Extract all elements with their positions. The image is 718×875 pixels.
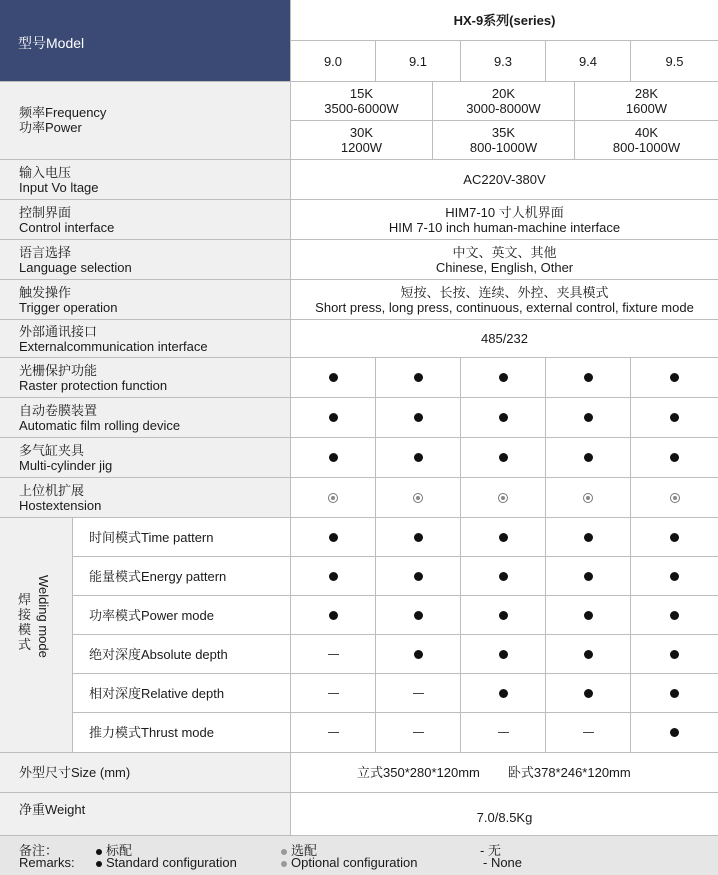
standard-dot-icon [414,533,423,542]
spec-label-cn: 输入电压 [19,164,72,180]
spec-value-en: HIM 7-10 inch human-machine interface [388,219,621,235]
power-value: 3000-8000W [466,101,541,116]
weight-value-cell [291,793,718,835]
power-value: 800-1000W [612,140,681,155]
frequency-label [0,81,290,159]
standard-dot-icon [414,413,423,422]
welding-mark-cell [376,674,460,712]
spec-label-en: Input Vo ltage [19,179,99,195]
welding-mark-cell [376,713,460,751]
welding-mode-label [73,674,290,712]
standard-dot-icon [329,413,338,422]
power-value: 800-1000W [469,140,538,155]
feature-mark-cell [461,358,545,397]
welding-mark-cell [291,596,375,634]
dash-icon [583,732,594,733]
welding-group-cn [18,592,32,652]
feature-mark-cell [631,438,718,477]
spec-value-cn: 中文、英文、其他 [452,244,557,260]
welding-mark-cell [546,518,630,556]
spec-value-comm [291,320,718,357]
welding-mark-cell [291,713,375,751]
welding-mark-cell [291,518,375,556]
feature-mark-cell [291,478,375,517]
welding-mark-cell [376,635,460,673]
freq-value: 35K [491,125,516,140]
dash-icon [413,732,424,733]
spec-label-trigger [0,280,290,319]
grid-hline [291,120,718,121]
spec-label-cn: 触发操作 [19,284,72,300]
feature-mark-cell [291,358,375,397]
standard-dot-icon [414,453,423,462]
standard-dot-icon [584,453,593,462]
feature-label-cn: 自动卷膜装置 [19,402,98,418]
welding-mode-label [73,635,290,673]
grid-vline [630,358,631,752]
spec-label-input-voltage [0,160,290,199]
optional-ring-icon [498,493,508,503]
optional-ring-icon [583,493,593,503]
grid-hline [73,712,718,713]
standard-dot-icon [499,533,508,542]
power-label: 功率Power [19,120,82,135]
welding-group-char: 接 [18,607,32,622]
standard-dot-icon [584,373,593,382]
welding-mark-cell [631,596,718,634]
welding-mark-cell [376,596,460,634]
standard-dot-icon [499,373,508,382]
welding-mode-label-text: 时间模式Time pattern [89,529,214,545]
feature-label [0,438,290,477]
standard-dot-icon [96,849,102,855]
model-9-4: 9.4 [578,53,598,69]
welding-mode-label-text: 相对深度Relative depth [89,685,225,701]
welding-mode-label-text: 功率模式Power mode [89,607,214,623]
feature-label-en: Automatic film rolling device [19,417,181,433]
grid-vline [460,358,461,752]
spec-label-comm [0,320,290,357]
spec-label-en: Trigger operation [19,299,118,315]
welding-mark-cell [291,674,375,712]
welding-mark-cell [461,518,545,556]
grid-hline [0,397,718,398]
welding-mark-cell [461,635,545,673]
welding-mark-cell [631,713,718,751]
feature-mark-cell [461,478,545,517]
grid-hline [0,239,718,240]
size-label-cell [0,753,290,792]
standard-dot-icon [329,453,338,462]
feature-mark-cell [546,478,630,517]
standard-dot-icon [670,650,679,659]
welding-mark-cell [461,713,545,751]
standard-dot-icon [499,453,508,462]
grid-hline [0,199,718,200]
standard-dot-icon [584,533,593,542]
dash-icon [328,654,339,655]
feature-mark-cell [631,358,718,397]
standard-dot-icon [414,373,423,382]
remarks-std-en-text: Standard configuration [106,855,237,870]
model-9-5: 9.5 [665,53,684,69]
standard-dot-icon [499,413,508,422]
standard-dot-icon [499,611,508,620]
feature-label-en: Hostextension [19,497,102,513]
freq-value: 20K [491,86,516,101]
grid-hline [0,279,718,280]
model-9-1: 9.1 [408,53,428,69]
welding-mode-label [73,713,290,751]
welding-mode-label-text: 绝对深度Absolute depth [89,646,228,662]
grid-hline [0,159,718,160]
remarks-bar [0,836,718,875]
remarks-opt-en-text: Optional configuration [291,855,418,870]
welding-mark-cell [376,557,460,595]
feature-label [0,398,290,437]
welding-mark-cell [461,596,545,634]
feature-mark-cell [631,478,718,517]
grid-vline [375,41,376,81]
welding-mark-cell [631,518,718,556]
feature-mark-cell [631,398,718,437]
welding-mark-cell [631,557,718,595]
welding-mode-label [73,518,290,556]
feature-label-cn: 多气缸夹具 [19,442,85,458]
welding-mark-cell [631,635,718,673]
grid-hline [73,556,718,557]
dash-icon [498,732,509,733]
standard-dot-icon [584,572,593,581]
model-header-cell [0,0,290,81]
freq-value: 40K [634,125,659,140]
standard-dot-icon [670,373,679,382]
spec-value-control-interface [291,200,718,239]
spec-label-cn: 语言选择 [19,244,72,260]
frequency-label-cn: 频率Frequency [19,105,107,120]
grid-vline [72,518,73,752]
welding-mark-cell [546,557,630,595]
feature-mark-cell [291,398,375,437]
welding-mark-cell [291,635,375,673]
model-label: 型号Model [18,35,85,51]
spec-value-trigger [291,280,718,319]
feature-label-en: Multi-cylinder jig [19,457,113,473]
welding-mode-label-text: 推力模式Thrust mode [89,724,214,740]
remarks-opt-en [281,855,417,870]
grid-hline [291,40,718,41]
standard-dot-icon [670,413,679,422]
size-label: 外型尺寸Size (mm) [19,765,131,780]
welding-mark-cell [546,674,630,712]
standard-dot-icon [584,611,593,620]
standard-dot-icon [499,650,508,659]
standard-dot-icon [670,572,679,581]
feature-mark-cell [546,358,630,397]
size-horizontal: 卧式378*246*120mm [507,765,631,780]
optional-ring-icon [328,493,338,503]
welding-mode-label [73,596,290,634]
freq-value: 28K [634,86,659,101]
grid-hline [0,792,718,793]
standard-dot-icon [329,611,338,620]
spec-value-cn: 短按、长按、连续、外控、夹具模式 [400,284,609,300]
grid-vline [290,0,291,835]
welding-mark-cell [376,518,460,556]
power-value: 3500-6000W [324,101,399,116]
welding-mark-cell [546,635,630,673]
feature-mark-cell [461,398,545,437]
grid-hline [0,81,718,82]
freq-cell-20k [433,82,574,120]
welding-mark-cell [546,713,630,751]
standard-dot-icon [670,728,679,737]
grid-hline [0,357,718,358]
grid-hline [73,595,718,596]
standard-dot-icon [499,689,508,698]
standard-dot-icon [670,689,679,698]
spec-value: AC220V-380V [463,172,546,187]
weight-label: 净重Weight [19,802,86,817]
grid-vline [630,41,631,81]
grid-hline [0,437,718,438]
optional-ring-icon [670,493,680,503]
grid-hline [73,634,718,635]
feature-mark-cell [291,438,375,477]
optional-dot-icon [281,849,287,855]
standard-dot-icon [414,611,423,620]
welding-mark-cell [461,674,545,712]
weight-label-cell [0,793,290,835]
welding-group-char: 模 [18,622,32,637]
feature-label-en: Raster protection function [19,377,168,393]
dash-icon [413,693,424,694]
standard-dot-icon [670,533,679,542]
feature-label-cn: 上位机扩展 [19,482,85,498]
series-title: HX-9系列(series) [453,12,556,28]
remarks-std-en [96,855,237,870]
standard-dot-icon [329,572,338,581]
welding-group-en: Welding mode [36,575,51,658]
feature-mark-cell [376,398,460,437]
freq-value: 15K [349,86,374,101]
feature-mark-cell [376,358,460,397]
freq-value: 30K [349,125,374,140]
welding-mode-label [73,557,290,595]
power-value: 1600W [625,101,668,116]
welding-mark-cell [291,557,375,595]
remarks-std-cn-text: 标配 [106,843,133,858]
grid-hline [0,477,718,478]
feature-label-cn: 光栅保护功能 [19,362,98,378]
spec-value-cn: HIM7-10 寸人机界面 [445,204,564,220]
spec-value-en: Short press, long press, continuous, external control, fixture mode [315,299,694,315]
welding-group-char: 式 [18,637,32,652]
spec-label-cn: 外部通讯接口 [19,323,98,339]
freq-cell-30k [291,121,432,159]
freq-cell-40k [575,121,718,159]
model-9-3: 9.3 [493,53,513,69]
optional-dot-icon [281,861,287,867]
welding-mark-cell [461,557,545,595]
standard-dot-icon [96,861,102,867]
grid-hline [0,752,718,753]
welding-mark-cell [631,674,718,712]
dash-icon [328,693,339,694]
grid-vline [375,358,376,752]
standard-dot-icon [329,373,338,382]
feature-mark-cell [461,438,545,477]
grid-vline [545,358,546,752]
grid-vline [460,41,461,81]
remarks-label-cn: 备注： [19,843,59,858]
dash-icon [328,732,339,733]
spec-label-en: Language selection [19,259,132,275]
standard-dot-icon [414,650,423,659]
feature-label [0,478,290,517]
spec-label-en: Externalcommunication interface [19,338,208,354]
standard-dot-icon [584,650,593,659]
feature-label [0,358,290,397]
spec-value: 485/232 [481,331,528,346]
welding-group-char: 焊 [18,592,32,607]
grid-hline [0,319,718,320]
freq-cell-15k [291,82,432,120]
freq-cell-28k [575,82,718,120]
remarks-label-en: Remarks: [19,855,75,870]
model-9-0: 9.0 [323,53,343,69]
remarks-none-cn: - 无 [480,843,501,858]
standard-dot-icon [499,572,508,581]
spec-value-en: Chinese, English, Other [435,259,574,275]
remarks-opt-cn-text: 选配 [291,843,318,858]
spec-value-input-voltage [291,160,718,199]
standard-dot-icon [584,413,593,422]
grid-hline [73,673,718,674]
spec-value-language [291,240,718,279]
weight-value: 7.0/8.5Kg [476,810,533,825]
optional-ring-icon [413,493,423,503]
grid-vline [432,82,433,159]
feature-mark-cell [376,438,460,477]
feature-mark-cell [376,478,460,517]
spec-label-cn: 控制界面 [19,204,72,220]
standard-dot-icon [329,533,338,542]
feature-mark-cell [546,438,630,477]
power-value: 1200W [340,140,383,155]
welding-mode-label-text: 能量模式Energy pattern [89,568,227,584]
freq-cell-35k [433,121,574,159]
spec-label-en: Control interface [19,219,115,235]
standard-dot-icon [670,453,679,462]
standard-dot-icon [670,611,679,620]
spec-label-control-interface [0,200,290,239]
standard-dot-icon [584,689,593,698]
standard-dot-icon [414,572,423,581]
grid-vline [574,82,575,159]
size-value-cell [291,753,718,792]
spec-label-language [0,240,290,279]
welding-group-cn-text [18,592,32,652]
feature-mark-cell [546,398,630,437]
size-vertical: 立式350*280*120mm [357,765,480,780]
remarks-none-en: - None [483,855,523,870]
welding-mark-cell [546,596,630,634]
grid-hline [0,517,718,518]
grid-vline [545,41,546,81]
